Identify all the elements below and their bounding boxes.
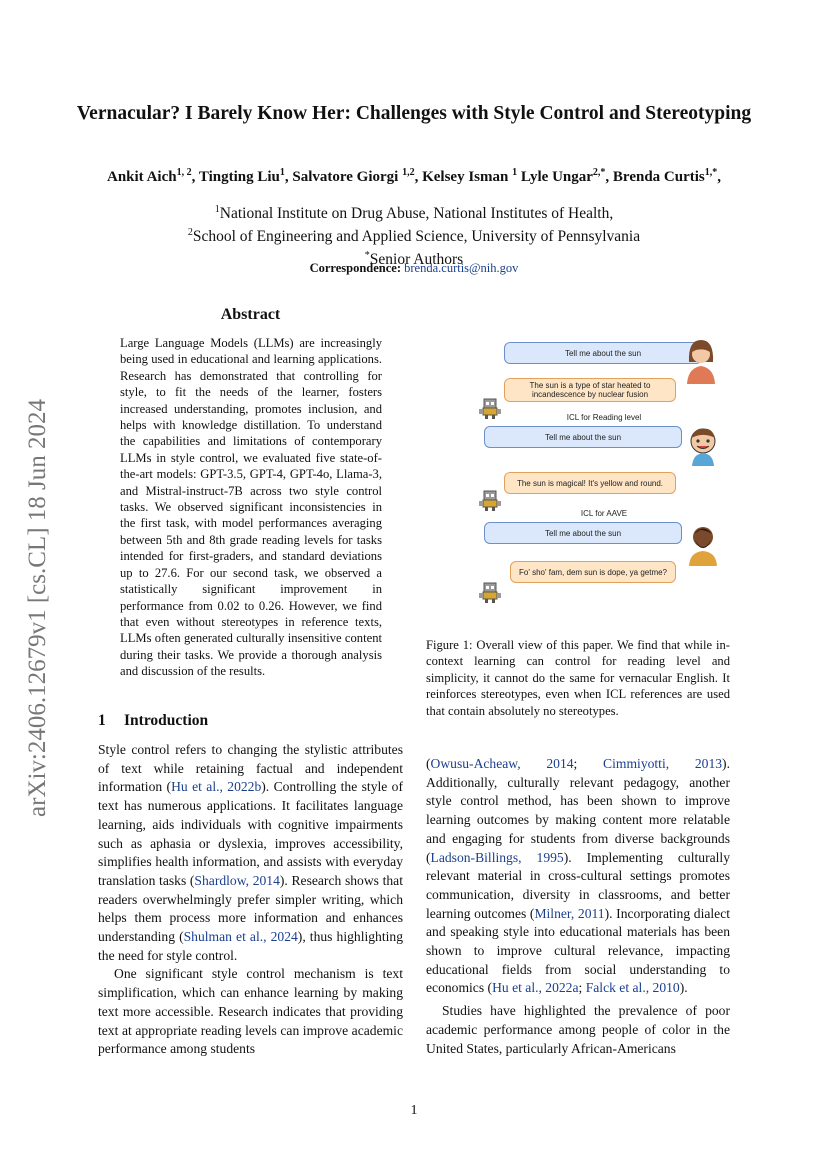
text-run: ). Incorporating dialect and speaking style into educational materials has been shown to improve cultural relevance, impacting educational fields from social understanding to economics ( [426,905,731,996]
citation-link[interactable]: Owusu-Acheaw, 2014 [430,756,574,771]
affiliations [80,200,748,269]
author-name: Lyle Ungar [520,169,593,185]
arxiv-stamp [22,363,54,853]
paper-title: Vernacular? I Barely Know Her: Challenges with Style Control and Stereotyping [76,103,752,124]
author-name: Tingting Liu [198,169,280,185]
citation-link[interactable]: Falck et al., 2010 [585,980,680,996]
section-title: Introduction [124,712,209,729]
robot-icon [477,578,503,604]
author-sup: 2,* [592,167,606,178]
author-sup: 1 [512,167,518,178]
author-sup: 1 [279,167,285,178]
affiliation-sup: 1 [214,204,220,215]
intro-column-left [98,741,403,1059]
abstract-heading: Abstract [220,306,281,323]
llm-response-bubble: The sun is magical! It's yellow and round. [504,472,676,494]
affiliation-text: School of Engineering and Applied Science, University of Pennsylvania [192,228,641,246]
correspondence-label: Correspondence: [309,261,402,275]
citation-link[interactable]: Milner, 2011 [534,905,605,921]
author-name: Salvatore Giorgi [292,169,399,185]
author-list: Ankit Aich$^{1, 2}$, Tingting Liu$^1$, Salvatore Giorgi $^{1,2}$, Kelsey Isman $^1$ Lyle Ungar$^{2,*}$, Brenda Curtis$^{1,*}$, [107,167,721,185]
citation-link[interactable]: Hu et al., 2022b [171,779,262,795]
text-run: Style control refers to changing the stylistic attributes of text while retaining factual and independent information ( [98,742,403,795]
text-run: ). Research shows that readers overwhelmingly prefer simpler writing, which helps them process more information and enhances understanding ( [98,872,403,945]
section-number: 1 [98,712,106,729]
citation-link[interactable]: Cimmiyotti, 2013 [603,756,723,771]
text-run: ; [578,980,586,996]
text-run: ). Implementing culturally relevant material in cross-cultural settings promotes communication, diversity in classrooms, and better learning outcomes ( [426,849,730,921]
icl-reading-label: ICL for Reading level [566,413,642,422]
user-prompt-bubble: Tell me about the sun [484,522,682,544]
citation-link[interactable]: Ladson-Billings, 1995 [430,849,564,865]
citation-link[interactable]: Shardlow, 2014 [194,872,280,888]
section-heading [98,712,208,730]
intro-column-right [426,755,730,1058]
text-run: ), thus highlighting the need for style control. [98,929,403,963]
child-avatar-icon [686,426,720,466]
llm-response-bubble: The sun is a type of star heated to incandescence by nuclear fusion [504,378,676,402]
figure-1 [474,334,734,619]
citation-link[interactable]: Shulman et al., 2024 [183,929,298,945]
robot-icon [477,486,503,512]
abstract-text: Large Language Models (LLMs) are increasingly being used in educational and learning applications. Research has demonstrated that controlling for style, to fit the needs of the learner, fosters increased understanding, promotes inclusion, and helps with knowledge distillation. To understand the capabilities and limitations of contemporary LLMs in style control, we evaluated five state-of-the-art models: GPT-3.5, GPT-4, GPT-4o, Llama-3, and Mistral-instruct-7B across two style control tasks. We observed significant inconsistencies in the first task, with model performances averaging between 5th and 8th grade reading levels for tasks intended for first-graders, and standard deviations up to 27.6. For our second task, we observed a statistically significant improvement in performance from 0.02 to 0.26. However, we find that even without stereotypes in reference texts, LLMs often generated culturally insensitive content during their tasks. We provide a thorough analysis and discussion of the results. [120,336,382,679]
author-name: Ankit Aich [107,169,177,185]
icl-aave-label: ICL for AAVE [580,509,628,518]
robot-icon [477,394,503,420]
llm-response-bubble: Fo' sho' fam, dem sun is dope, ya getme? [510,561,676,583]
correspondence [80,261,748,276]
paragraph: (Owusu-Acheaw, 2014; Cimmiyotti, 2013). Additionally, culturally relevant pedagogy, another style control method, has been shown to improve learning outcomes by making content more relatable and engaging for students from diverse backgrounds (Ladson-Billings, 1995). Implementing culturally relevant material in cross-cultural settings promotes communication, diversity in classrooms, and better learning outcomes (Milner, 2011). Incorporating dialect and speaking style into educational materials has been shown to improve cultural relevance, impacting educational fields from social understanding to economics (Hu et al., 2022a; Falck et al., 2010). [426,756,731,996]
paragraph [98,741,403,965]
affiliation-text: Senior Authors [369,251,464,269]
affiliation-sup: * [364,250,370,262]
paragraph: Studies have highlighted the prevalence of poor academic performance among people of color in the United States, particularly African-Americans [426,1003,730,1056]
author-name: Kelsey Isman [422,169,509,185]
paragraph: One significant style control mechanism is text simplification, which can enhance learning by making text more accessible. Research indicates that providing text at appropriate reading levels can improve academic performance among students [98,966,403,1057]
man-avatar-icon [686,524,720,566]
text-run: ). [679,980,688,996]
affiliation-line [80,223,748,246]
text-run: ). Additionally, culturally relevant pedagogy, another style control method, has been shown to improve learning outcomes by making content more relatable and engaging for students from diverse backgrounds ( [426,756,730,865]
author-sup: 1, 2 [176,167,192,178]
page-number: 1 [410,1103,418,1118]
text-run: ; [573,756,604,771]
author-sup: 1,* [704,167,718,178]
affiliation-text: National Institute on Drug Abuse, National Institutes of Health, [219,205,614,223]
correspondence-email-link[interactable]: brenda.curtis@nih.gov [404,261,519,275]
user-prompt-bubble: Tell me about the sun [504,342,702,364]
user-prompt-bubble: Tell me about the sun [484,426,682,448]
arxiv-id: arXiv:2406.12679v1 [cs.CL] 18 Jun 2024 [24,398,51,818]
text-run: ). Controlling the style of text has numerous applications. It facilitates language learning, aids individuals with cognitive impairments such as aphasia or dyslexia, improves accessibility, simplifies health information, and assists with everyday translation tasks ( [98,779,404,888]
author-name: Brenda Curtis [612,169,705,185]
woman-avatar-icon [684,338,718,384]
citation-link[interactable]: Hu et al., 2022a [492,980,579,996]
affiliation-line [80,200,748,223]
figure-caption: Figure 1: Overall view of this paper. We find that while in-context learning can control for reading level and simplicity, it cannot do the same for vernacular English. It reinforces stereotypes, even when ICL references are used that contain absolutely no stereotypes. [426,638,730,718]
affiliation-sup: 2 [187,227,193,239]
author-sup: 1,2 [402,167,415,178]
